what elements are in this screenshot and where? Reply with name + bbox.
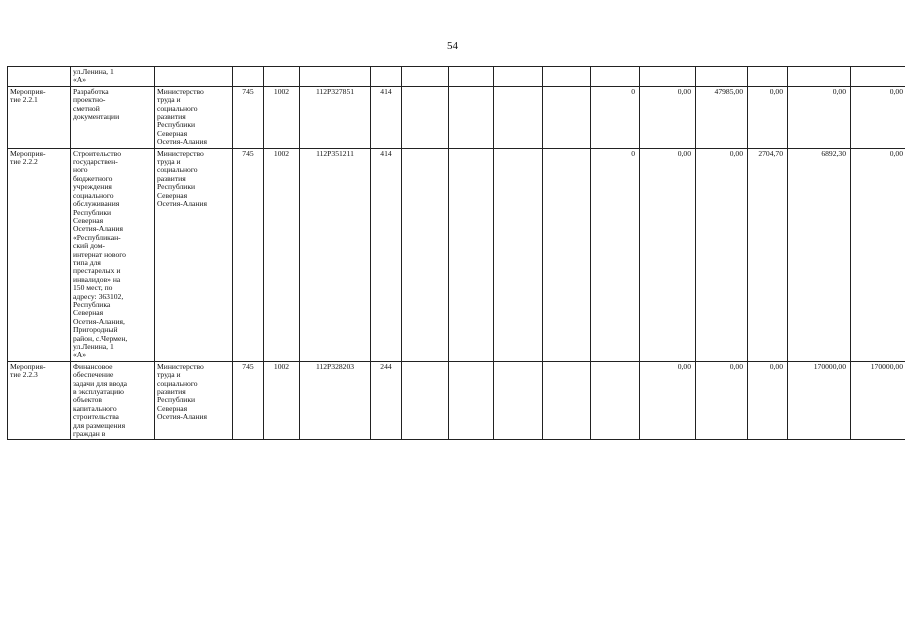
cell-rzpr: 1002 [264,86,300,148]
cell-v3: 0,00 [696,361,748,440]
cell-v4 [748,67,788,87]
table-row [8,148,905,361]
cell-v6 [851,67,905,87]
cell-c9 [449,86,494,148]
cell-vr: 414 [371,86,402,148]
cell-c8 [402,86,449,148]
cell-v6: 170000,00 [851,361,905,440]
cell-v1: 0 [591,86,640,148]
cell-c9 [449,148,494,361]
cell-c9 [449,67,494,87]
cell-v1 [591,67,640,87]
cell-executor [155,67,233,87]
cell-rzpr [264,67,300,87]
cell-grbs: 745 [233,361,264,440]
cell-grbs: 745 [233,86,264,148]
cell-grbs [233,67,264,87]
cell-c8 [402,148,449,361]
cell-executor: Министерство труда и социального развития Республики Северная Осетия-Алания [155,361,233,440]
cell-v2: 0,00 [640,148,696,361]
cell-v6: 0,00 [851,86,905,148]
cell-c10 [494,86,543,148]
cell-v2: 0,00 [640,361,696,440]
cell-executor: Министерство труда и социального развития Республики Северная Осетия-Алания [155,148,233,361]
cell-v5 [788,67,851,87]
cell-name: Строительство государствен- ного бюджетного учреждения социального обслуживания Республики Северная Осетия-Алания «Республикан- ский дом- интернат нового типа для престарелых и инвалидов» на 150 мест, по адресу: 363102, Республика Северная Осетия-Алания, Пригородный район, с.Чермен, ул.Ленина, 1 «А» [71,148,155,361]
cell-name: Разработка проектно- сметной документации [71,86,155,148]
cell-c8 [402,361,449,440]
cell-id: Мероприя- тие 2.2.2 [8,148,71,361]
cell-grbs: 745 [233,148,264,361]
cell-v3: 0,00 [696,148,748,361]
cell-v4: 0,00 [748,86,788,148]
cell-c11 [543,86,591,148]
cell-csr: 112Р351211 [300,148,371,361]
cell-v5: 0,00 [788,86,851,148]
cell-c8 [402,67,449,87]
cell-c11 [543,361,591,440]
cell-v2 [640,67,696,87]
cell-v4: 2704,70 [748,148,788,361]
cell-v3 [696,67,748,87]
cell-rzpr: 1002 [264,361,300,440]
page-number: 54 [447,40,458,52]
cell-csr [300,67,371,87]
cell-v1 [591,361,640,440]
cell-name: Финансовое обеспечение задачи для ввода в эксплуатацию объектов капитального строительства для размещения граждан в [71,361,155,440]
cell-vr [371,67,402,87]
cell-c11 [543,67,591,87]
cell-v5: 170000,00 [788,361,851,440]
cell-vr: 414 [371,148,402,361]
cell-name: ул.Ленина, 1 «А» [71,67,155,87]
cell-c10 [494,67,543,87]
cell-c10 [494,361,543,440]
cell-id: Мероприя- тие 2.2.3 [8,361,71,440]
cell-csr: 112Р327851 [300,86,371,148]
cell-c10 [494,148,543,361]
cell-v4: 0,00 [748,361,788,440]
cell-executor: Министерство труда и социального развития Республики Северная Осетия-Алания [155,86,233,148]
table-row [8,361,905,440]
cell-c11 [543,148,591,361]
table-row [8,67,905,87]
cell-csr: 112Р328203 [300,361,371,440]
cell-v2: 0,00 [640,86,696,148]
cell-id [8,67,71,87]
cell-v5: 6892,30 [788,148,851,361]
budget-table [7,66,905,440]
cell-rzpr: 1002 [264,148,300,361]
cell-v6: 0,00 [851,148,905,361]
cell-v1: 0 [591,148,640,361]
cell-c9 [449,361,494,440]
cell-id: Мероприя- тие 2.2.1 [8,86,71,148]
table-row [8,86,905,148]
cell-v3: 47985,00 [696,86,748,148]
cell-vr: 244 [371,361,402,440]
